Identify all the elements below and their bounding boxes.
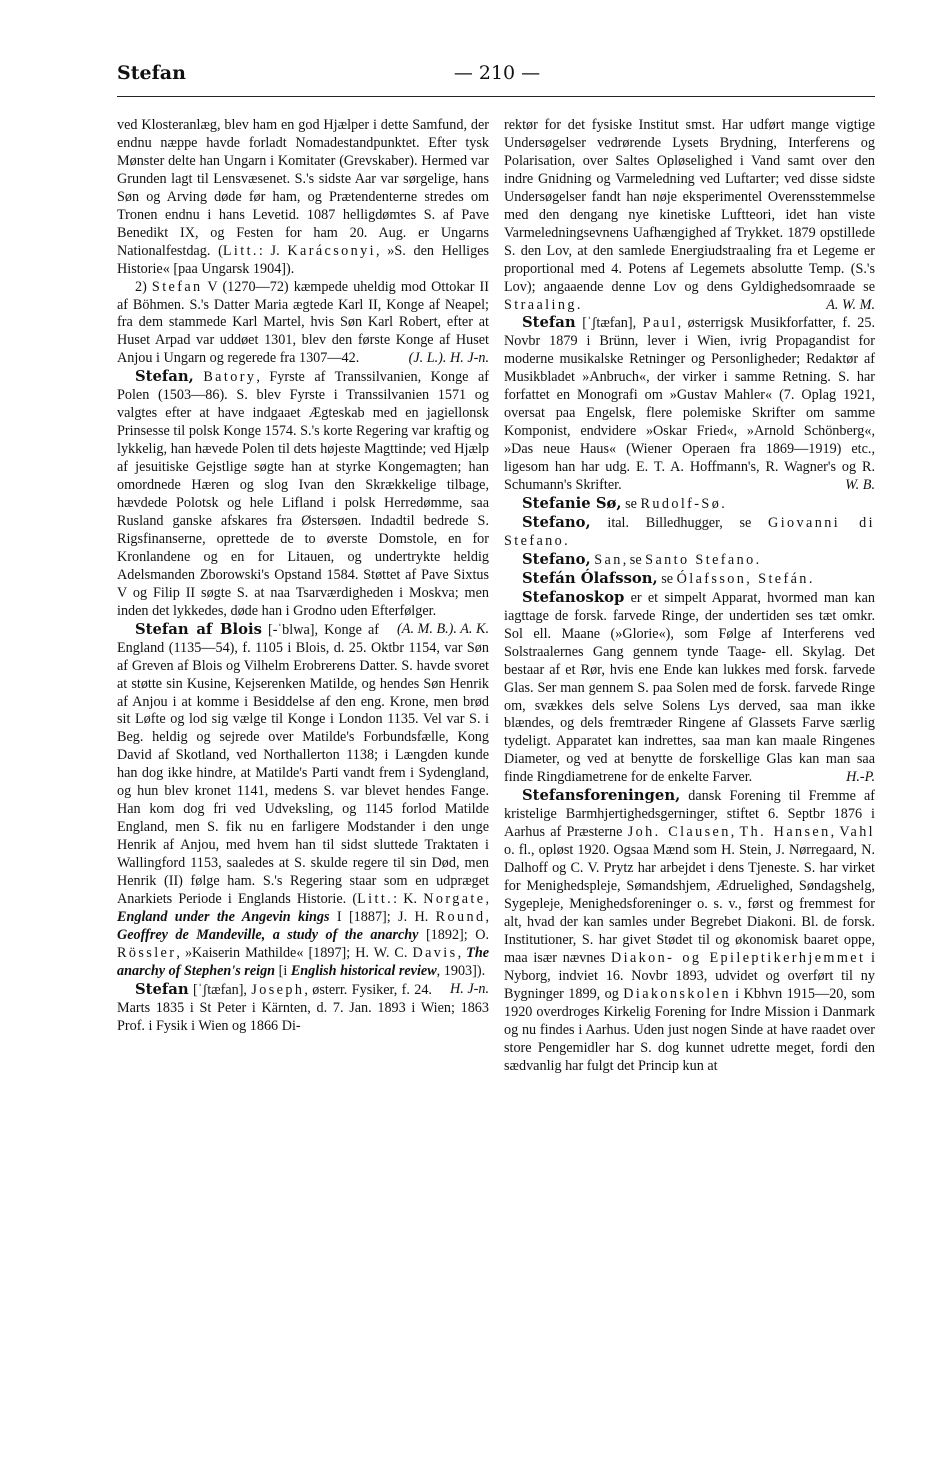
entry-stefanie-so: Stefanie Sø, se Rudolf-Sø. xyxy=(522,495,725,513)
entry-stefansforeningen: Stefansforeningen, dansk Forening til Fremme af kristelige Barmhjertighedsgerninger, stiftet 6. Septbr 1876 i Aarhus af Præsterne Joh. Clausen, Th. Hansen, Vahl o. fl., opløst 1920. Ogsaa Mænd som H. Stein, J. Nørregaard, N. Dalhoff og C. V. Prytz har arbejdet i dens Tjeneste. S. har virket for Menighedspleje, Sømandshjem, Ædruelighed, Søndagshelg, Sygepleje, Menighedsforeninger o. s. v., først og fremmest for alt, hvad der kan samles under Begrebet Diakoni. Bl. de forsk. Institutioner, S. har givet Stødet til og økonomisk baaret oppe, maa især nævnes Diakon- og Epileptikerhjemmet i Nyborg, indviet 16. Novbr 1893, udvidet og overført til ny Bygninger 1899, og Diakonskolen i Kbhvn 1915—20, som 1920 overdroges Kirkelig Forening for Indre Mission i Danmark og nu findes i Aarhus. Uden just nogen Sinde at have raadet over store Pengemidler har S. dog kunnet udrette meget, fordi den sædvanlig har fulgt det Princip kun at xyxy=(504,787,876,1074)
header-rule xyxy=(117,96,875,97)
page-number: — 210 — xyxy=(453,62,541,84)
entry-stefan-joseph-continued: rektør for det fysiske Institut smst. Har udført mange vigtige Undersøgelser vedrørende Lysets Brydning, Interferens og Polarisation, over Saltes Opløselighed i Vand samt over den indre Gnidning og Varmeledning ved Luftarter; ved disse sidste Undersøgelser fandt han nøje eksperimentel Overensstemmelse med den dengang nye kinetiske Luftteori, idet han viste Varmeledningsevnens Uafhængighed af Trykket. 1879 opstillede S. den Lov, at den samlede Energiudstraaling fra et Legeme er proportional med 4. Potens af Legemets absolutte Temp. (S.'s Lov); angaaende denne Lov og dens Gyldighedsomraade se Straaling. A. W. M. xyxy=(504,117,875,313)
entry-stefan-olafsson: Stefán Ólafsson, se Ólafsson, Stefán. xyxy=(522,569,813,587)
entry-stefanoskop: Stefanoskop er et simpelt Apparat, hvormed man kan iagttage de forsk. farvede Ringe, der undertiden ses tæt omkr. Sol ell. Maane (»Glorie«), som Følge af Interferens ved Solstraalernes Gang gennem tynde Taage- ell. Skylag. Det bestaar af et Rør, hvis ene Ende kan lukkes med forsk. farvede Glas. Ser man gennem S. paa Solen med de forsk. farvede Ringe om, svækkes dels selve Solens Lys derved, saa man ikke blændes, og dels fremtræder Ringene af Glassets Farve særlig tydeligt. Apparatet kan indrettes, saa man kan maale Ringenes Diameter, og ved at benytte de forskellige Glas kan man saa finde Ringdiametrene for de enkelte Farver. H.-P. xyxy=(504,588,875,786)
entry-stefan-batory: Stefan, Batory, Fyrste af Transsilvanien, Konge af Polen (1503—86). S. blev Fyrste i Transsilvanien 1571 og valgtes efter at have indgaaet Ægteskab med en jagiellonsk Prinsesse til polsk Konge 1574. S.'s korte Regering var kraftig og lykkelig, han hævede Polen til dets højeste Magttinde; ved Hjælp af jesuitiske Gejstlige søgte han at styrke Kongemagten; han omordnede Hæren og slog Ivan den Skrækkelige tilbage, hævdede Polotsk og hele Lifland i polsk Herredømme, saa Rusland ganske afskares fra Østersøen. Indadtil bedrede S. Rigsfinanserne, oprettede de to øverste Domstole, en for Kronlandene og en for Litauen, og undertrykte heldig Adelsmanden Zborowski's Opstand 1584. Støttet af Pave Sixtus V og Filip II søgte S. at naa Tsarværdigheden i Moskva; men inden det lykkedes, døde han i Grodno uden Efterfølger. (A. M. B.). A. K. xyxy=(117,368,490,637)
entry-signature: H.-P. xyxy=(846,769,875,786)
left-column xyxy=(117,117,489,1036)
entry-stefan-joseph: Stefan [ˈʃtæfan], Joseph, østerr. Fysiker, f. 24. Marts 1835 i St Peter i Kärnten, d. 7. Jan. 1893 i Wien; 1863 Prof. i Fysik i Wien og 1866 Di- xyxy=(117,980,489,1034)
entry-signature: (A. M. B.). A. K. xyxy=(397,620,489,637)
entry-stefano-ital: Stefano, ital. Billedhugger, se Giovanni di Stefano. xyxy=(504,513,875,549)
entry-signature: (J. L.). H. J-n. xyxy=(408,350,489,367)
page-header xyxy=(117,62,875,94)
right-column xyxy=(504,117,875,1076)
headword: Stefanoskop xyxy=(522,588,625,606)
headword: Stefan af Blois xyxy=(135,620,262,638)
running-head-word: Stefan xyxy=(117,62,186,84)
entry-signature: A. W. M. xyxy=(826,296,875,313)
headword: Stefansforeningen, xyxy=(522,787,681,805)
headword: Stefan xyxy=(135,980,189,998)
headword: Stefanie Sø, xyxy=(522,495,622,513)
headword: Stefan, xyxy=(135,368,194,386)
headword: Stefano, xyxy=(522,550,591,568)
entry-stefan-v: 2) Stefan V (1270—72) kæmpede uheldig mod Ottokar II af Böhmen. S.'s Datter Maria ægtede Karl II, Konge af Neapel; fra dem stammede Karl Martel, hvis Søn Karl Robert, efter at Huset Arpad var uddøet 1301, blev den første Konge af Huset Anjou i Ungarn og regerede fra 1307—42. (J. L.). H. J-n. xyxy=(117,278,489,367)
headword: Stefán Ólafsson, xyxy=(522,569,658,587)
entry-signature: H. J-n. xyxy=(449,980,489,997)
entry-stefan-1-continued: ved Klosteranlæg, blev ham en god Hjælper i dette Samfund, der endnu næppe havde forladt Nomadestandpunktet. Efter tysk Mønster delte han Ungarn i Komitater (Grevskaber). Hermed var Grunden lagt til Lensvæsenet. S.'s sidste Aar var sørgelige, hans Søn og Arving døde før ham, og Prætendenterne stredes om Tronen endnu i hans Levetid. 1087 helligdømtes S. af Pave Benedikt IX, og Festen for ham 20. Aug. er Ungarns Nationalfestdag. (Litt.: J. Karácsonyi, »S. den Helliges Historie« [paa Ungarsk 1904]). xyxy=(117,117,490,277)
entry-stefano-san: Stefano, San, se Santo Stefano. xyxy=(522,550,760,568)
entry-stefan-af-blois: Stefan af Blois [-ˈblwa], Konge af England (1135—54), f. 1105 i Blois, d. 25. Oktbr 1154, var Søn af Greven af Blois og Vilhelm Erobrerens Datter. S. havde svoret at støtte sin Kusine, Kejserenken Matilde, og hendes Søn Henrik af Anjou i at komme i Besiddelse af den eng. Krone, men brød sit Løfte og lod sig vælge til Konge i London 1135. Vel var S. i Beg. heldig og sejrede over Matilde's Forbundsfælle, Kong David af Skotland, ved Northallerton 1138; i Længden kunde han dog ikke hindre, at Matilde's Parti vandt frem i Sydengland, og hun blev kronet 1141, medens S. var blevet hendes Fange. Han kom dog fri ved Udveksling, og 1145 forlod Matilde England, men S. fik nu en farligere Modstander i den unge Henrik af Anjou, med hvem han til sidst sluttede Traktaten i Wallingford 1153, saaledes at S. skulde regere til sin Død, men Henrik (II) følge ham. S.'s Regering staar som en udpræget Anarkiets Periode i Englands Historie. (Litt.: K. Norgate, England under the Angevin kings I [1887]; J. H. Round, Geoffrey de Mandeville, a study of the anarchy [1892]; O. Rössler, »Kaiserin Mathilde« [1897]; H. W. C. Davis, The anarchy of Stephen's reign [i English historical review, 1903]). H. J-n. xyxy=(117,620,490,997)
entry-signature: W. B. xyxy=(845,477,875,494)
headword: Stefano, xyxy=(522,513,591,531)
entry-stefan-paul: Stefan [ˈʃtæfan], Paul, østerrigsk Musikforfatter, f. 25. Novbr 1879 i Brünn, lever i Wien, ivrig Propagandist for moderne musikalske Retninger og Personligheder; Redaktør af Musikbladet »Anbruch«, der virker i samme Retning. S. har forfattet en Monografi om »Gustav Mahler« (7. Oplag 1921, oversat paa Engelsk, flere polemiske Skrifter om samme Komponist, endvidere »Oskar Fried«, »Arnold Schönberg«, »Das neue Haus« (Wiener Operaen fra 1869—1919) etc., ligesom han har udg. E. T. A. Hoffmann's, R. Wagner's og R. Schumann's Skrifter. W. B. xyxy=(504,314,875,494)
headword: Stefan xyxy=(522,314,576,332)
